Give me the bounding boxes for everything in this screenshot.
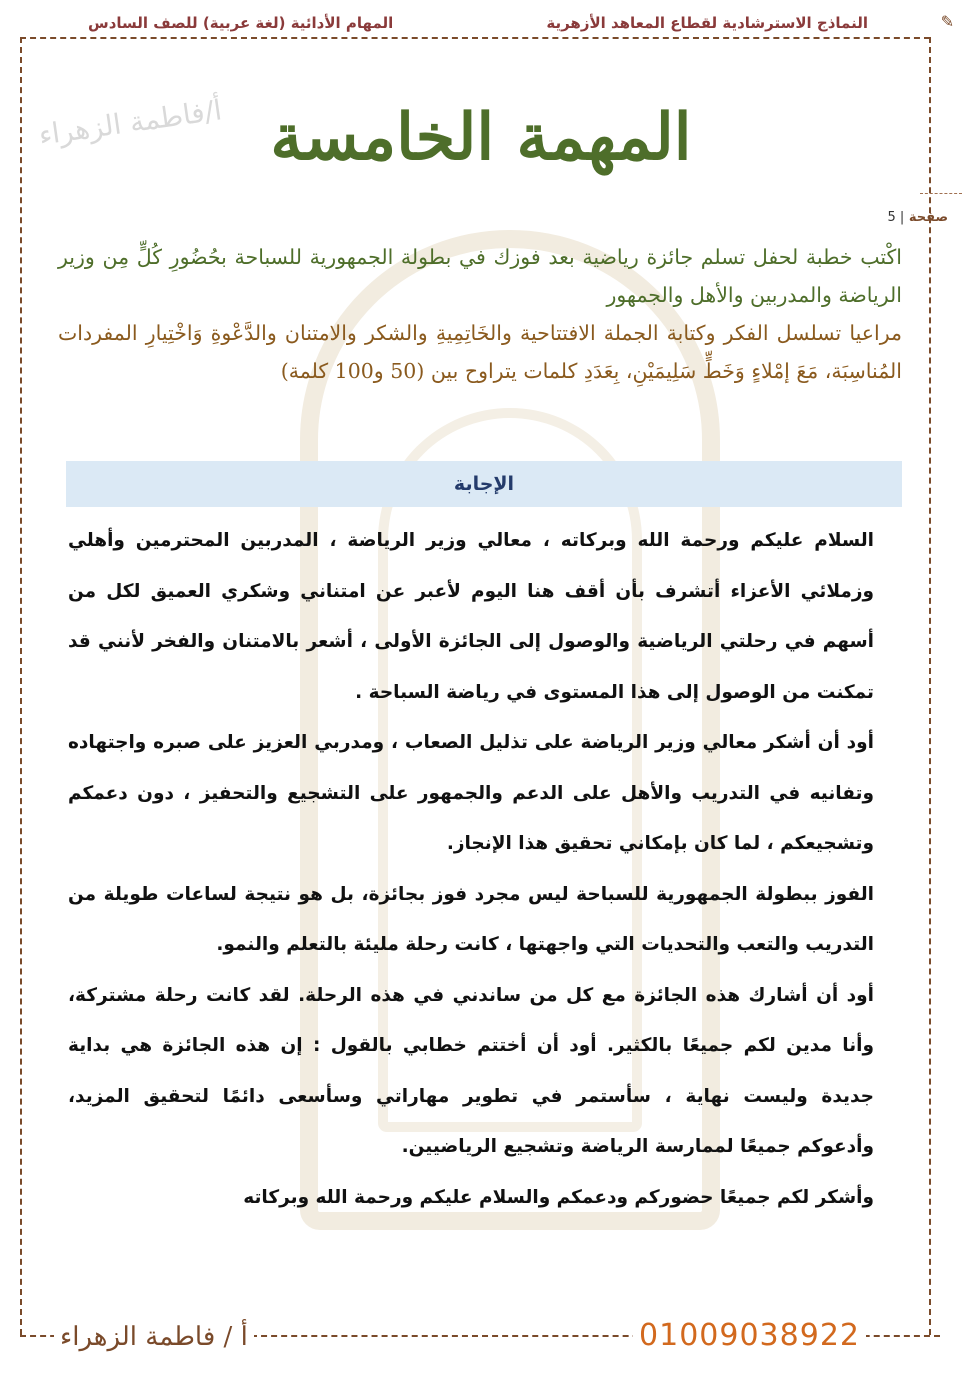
frame-right-border — [929, 37, 931, 1335]
footer-phone: 01009038922 — [633, 1318, 866, 1353]
frame-top-border — [20, 37, 930, 39]
author-watermark: أ/فاطمة الزهراء — [36, 93, 224, 152]
header-subject-title: المهام الأدائية (لغة عربية) للصف السادس — [82, 14, 399, 32]
header-series-title: النماذج الاسترشادية لقطاع المعاهد الأزهرية — [540, 14, 874, 32]
footer-author-name: أ / فاطمة الزهراء — [54, 1322, 254, 1352]
page-number: صفحة | 5 — [887, 210, 948, 225]
page-number-label: صفحة — [908, 210, 948, 225]
task-prompt-line2: مراعيا تسلسل الفكر وكتابة الجملة الافتتاحية والخَاتِمِيةِ والشكر والامتنان والدَّعْوةِ وَاخْتِيارِ المفردات المُناسِبَة، مَعَ إمْلاءٍ وَخَطٍّ سَلِيمَيْنِ، بِعَدَدِ كلمات يتراوح بين (50 و100 كلمة) — [58, 321, 902, 383]
corner-ornament-icon: ✎ — [940, 12, 954, 31]
answer-paragraph-3: الفوز ببطولة الجمهورية للسباحة ليس مجرد فوز بجائزة، بل هو نتيجة لساعات طويلة من التدريب والتعب والتحديات التي واجهتها ، كانت رحلة مليئة بالتعلم والنمو. — [68, 883, 874, 955]
frame-left-border — [20, 37, 22, 1335]
page-title: المهمة الخامسة — [270, 100, 692, 175]
answer-paragraph-5: وأشكر لكم جميعًا حضوركم ودعمكم والسلام عليكم ورحمة الله وبركاته — [243, 1186, 874, 1208]
page-number-value: 5 — [887, 210, 896, 225]
answer-paragraph-4: أود أن أشارك هذه الجائزة مع كل من ساندني في هذه الرحلة. لقد كانت رحلة مشتركة، وأنا مدين لكم جميعًا بالكثير. أود أن أختتم خطابي بالقول : إن هذه الجائزة هي بداية جديدة وليست نهاية ، سأستمر في تطوير مهاراتي وسأسعى دائمًا لتحقيق المزيد، وأدعوكم جميعًا لممارسة الرياضة وتشجيع الرياضيين. — [68, 984, 874, 1157]
answer-paragraph-2: أود أن أشكر معالي وزير الرياضة على تذليل الصعاب ، ومدربي العزيز على صبره واجتهاده وتفانيه في التدريب والأهل على الدعم والجمهور على التشجيع والتحفيز ، دون دعمكم وتشجيعكم ، لما كان بإمكاني تحقيق هذا الإنجاز. — [68, 732, 874, 854]
answer-body — [68, 516, 874, 1223]
answer-header: الإجابة — [66, 461, 902, 507]
task-prompt-line1: اكْتب خطبة لحفل تسلم جائزة رياضية بعد فوزك في بطولة الجمهورية للسباحة بحُضُورِ كُلٍّ مِن وزير الرياضة والمدربين والأهل والجمهور — [58, 245, 902, 307]
answer-paragraph-1: السلام عليكم ورحمة الله وبركاته ، معالي وزير الرياضة ، المدربين المحترمين وأهلي وزملائي الأعزاء أتشرف بأن أقف هنا اليوم لأعبر عن امتناني وشكري العميق لكل من أسهم في رحلتي الرياضية والوصول إلى الجائزة الأولى ، أشعر بالامتنان والفخر لأنني قد تمكنت من الوصول إلى هذا المستوى في رياضة السباحة . — [68, 530, 874, 703]
task-prompt — [58, 238, 902, 390]
page-number-divider — [920, 193, 962, 194]
